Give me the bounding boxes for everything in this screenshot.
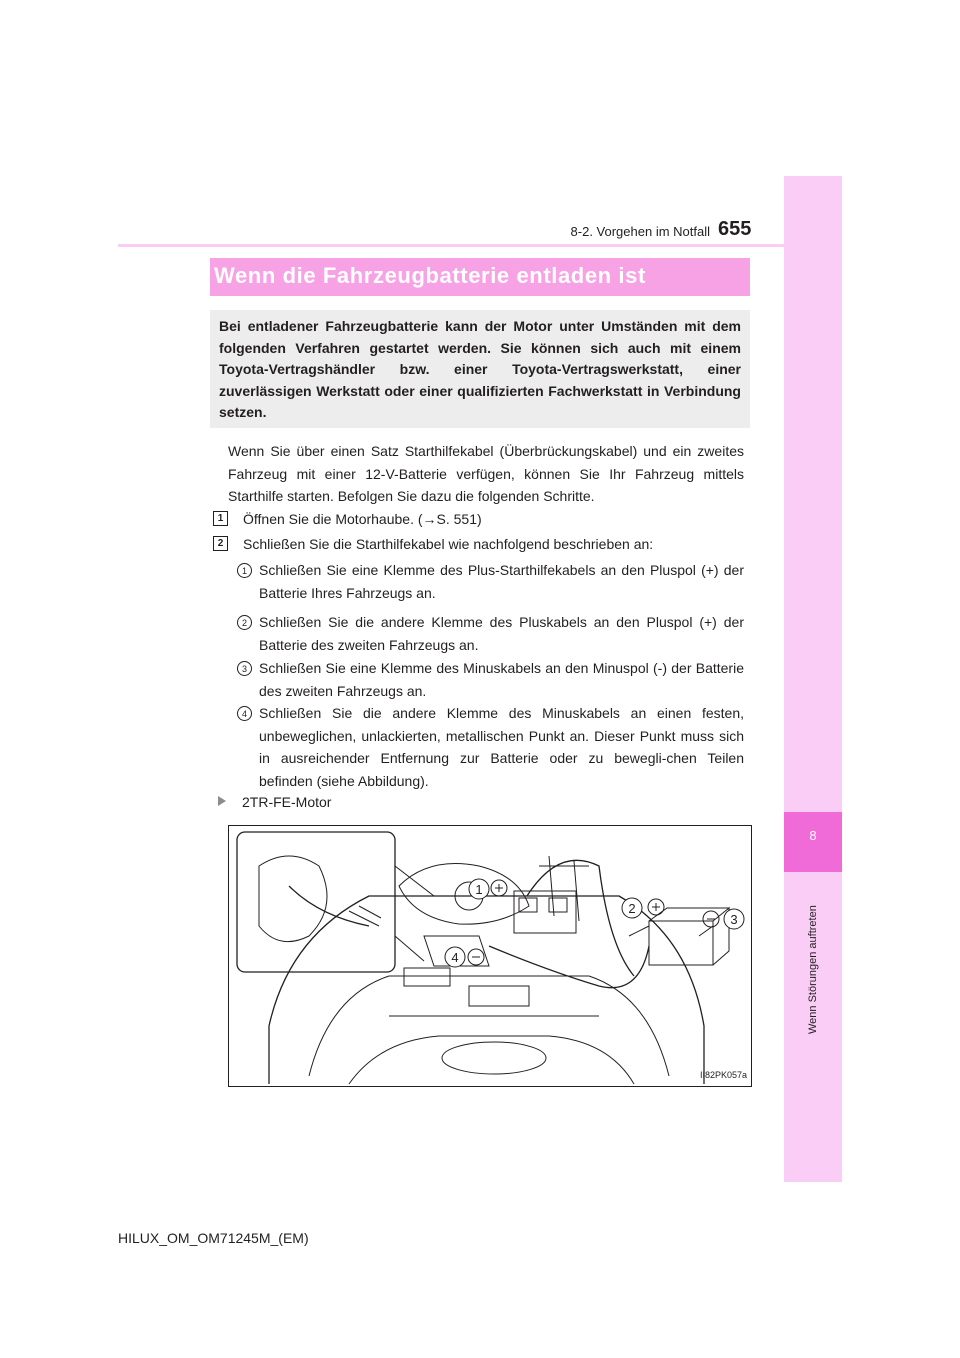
chapter-number: 8 — [809, 828, 817, 843]
header-divider — [118, 244, 784, 247]
variant-label: 2TR-FE-Motor — [242, 794, 332, 810]
step-text: Öffnen Sie die Motorhaube. (→S. 551) — [243, 511, 482, 527]
section-label: 8-2. Vorgehen im Notfall — [570, 224, 710, 239]
substep-text: Schließen Sie die andere Klemme des Pluskabels an den Pluspol (+) der Batterie des zweiten Fahrzeugs an. — [259, 614, 744, 653]
substep-text: Schließen Sie eine Klemme des Plus-Starthilfekabels an den Pluspol (+) der Batterie Ihres Fahrzeugs an. — [259, 562, 744, 601]
substep-text: Schließen Sie eine Klemme des Minuskabels an den Minuspol (-) der Batterie des zweiten Fahrzeugs an. — [259, 660, 744, 699]
page-title: Wenn die Fahrzeugbatterie entladen ist — [214, 263, 646, 288]
step-text: Schließen Sie die Starthilfekabel wie nachfolgend beschrieben an: — [243, 536, 654, 552]
document-footer: HILUX_OM_OM71245M_(EM) — [118, 1230, 309, 1246]
page-number: 655 — [718, 218, 752, 240]
intro-text: Bei entladener Fahrzeugbatterie kann der Motor unter Umständen mit dem folgenden Verfahren gestartet werden. Sie können sich auch mit einem Toyota-Vertragshändler bzw. einer Toyota-Vertragswerkstatt, einer zuverlässigen Werkstatt oder einer qualifizierten Fachwerkstatt in Verbindung setzen. — [219, 318, 741, 420]
step-number-badge: 2 — [213, 536, 228, 551]
callout-3-label: 3 — [730, 912, 738, 927]
step-number-badge: 1 — [213, 511, 228, 526]
substep-number-badge: 4 — [237, 706, 252, 721]
callout-2-label: 2 — [628, 901, 636, 916]
chapter-title: Wenn Störungen auftreten — [807, 905, 819, 1035]
triangle-bullet-icon — [218, 796, 226, 806]
figure-code: II82PK057a — [700, 1070, 748, 1080]
callout-4-label: 4 — [451, 950, 459, 965]
jump-start-diagram — [229, 826, 751, 1086]
substep-number-badge: 1 — [237, 563, 252, 578]
substep-text: Schließen Sie die andere Klemme des Minuskabels an einen festen, unbeweglichen, unlackierten, metallischen Punkt an. Dieser Punkt muss sich in ausreichender Entfernung zur Batterie oder zu bewegli-chen Teilen befinden (siehe Abbildung). — [259, 705, 744, 789]
substep-number-badge: 3 — [237, 661, 252, 676]
engine-bay-illustration — [228, 825, 752, 1087]
callout-1-label: 1 — [475, 882, 483, 897]
substep-number-badge: 2 — [237, 615, 252, 630]
lead-paragraph: Wenn Sie über einen Satz Starthilfekabel (Überbrückungskabel) und ein zweites Fahrzeug mit einer 12-V-Batterie verfügen, können Sie Ihr Fahrzeug mittels Starthilfe starten. Befolgen Sie dazu die folgenden Schritte. — [228, 443, 744, 504]
